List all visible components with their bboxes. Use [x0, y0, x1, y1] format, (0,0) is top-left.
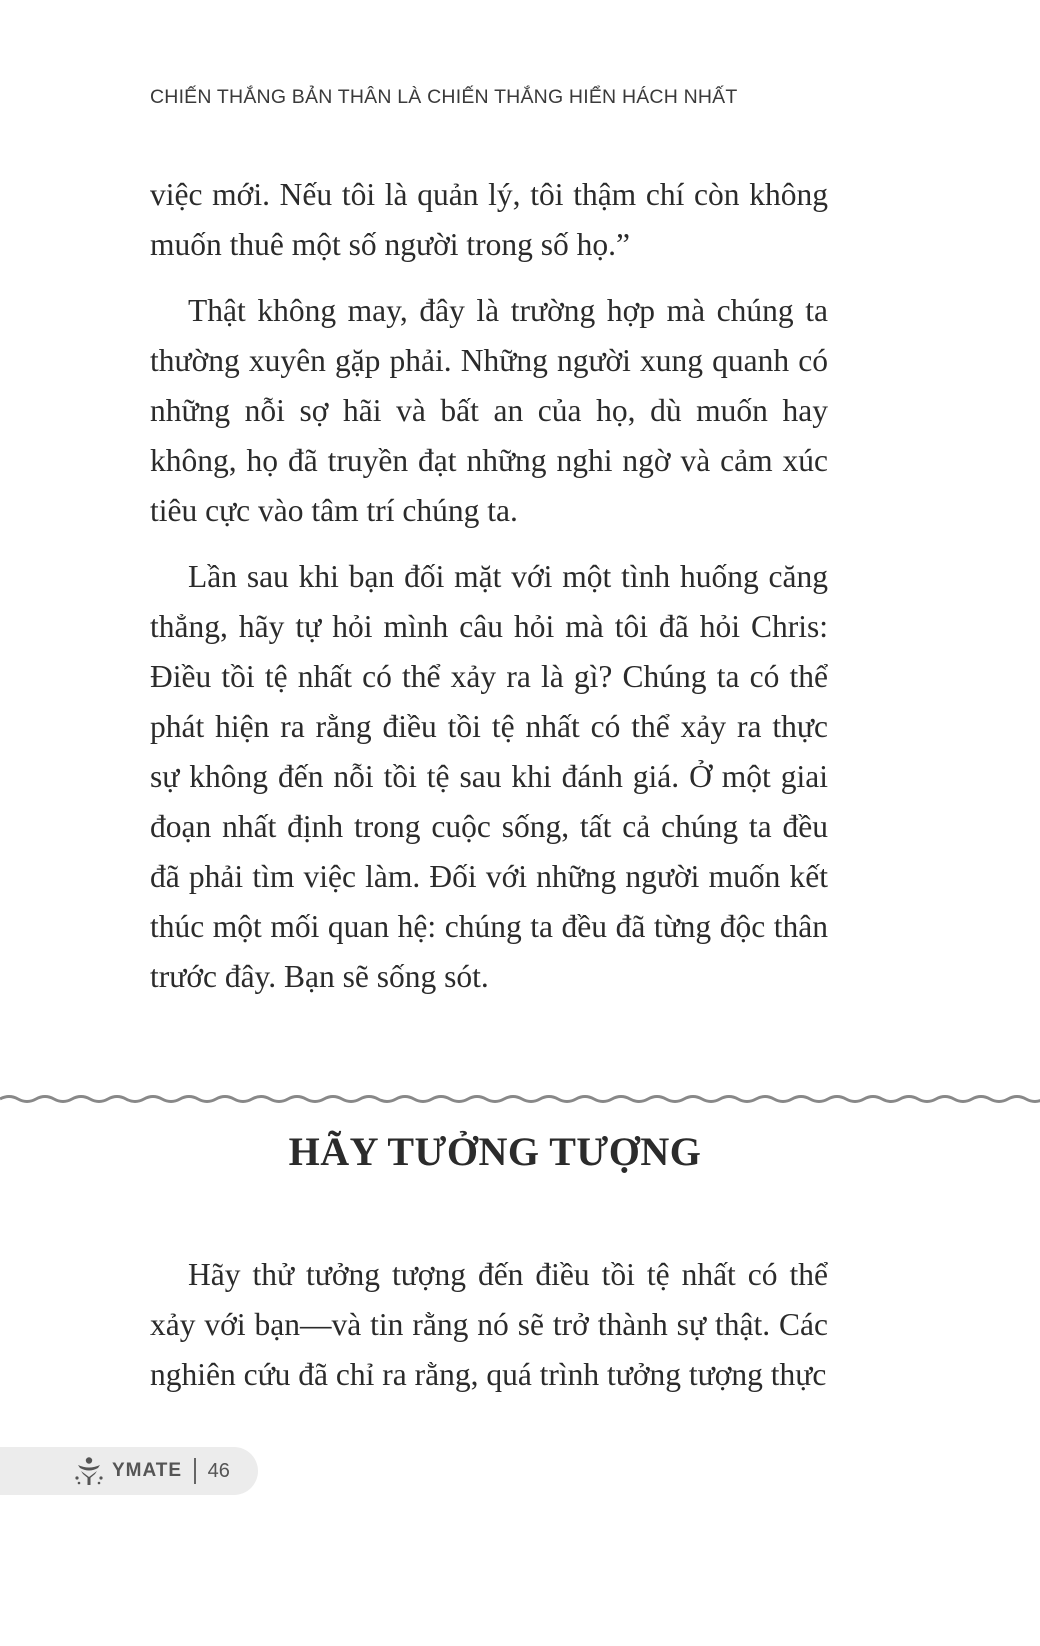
- footer-separator: [194, 1458, 196, 1484]
- body-text-bottom: [150, 1250, 828, 1400]
- footer-brand: YMATE: [112, 1460, 183, 1481]
- paragraph: Thật không may, đây là trường hợp mà chúng ta thường xuyên gặp phải. Những người xung quanh có những nỗi sợ hãi và bất an của họ, dù muốn hay không, họ đã truyền đạt những nghi ngờ và cảm xúc tiêu cực vào tâm trí chúng ta.: [150, 293, 828, 528]
- section-heading: HÃY TƯỞNG TƯỢNG: [288, 1129, 702, 1174]
- running-header: CHIẾN THẮNG BẢN THÂN LÀ CHIẾN THẮNG HIỂN HÁCH NHẤT: [150, 86, 738, 108]
- paragraph-continuation: việc mới. Nếu tôi là quản lý, tôi thậm chí còn không muốn thuê một số người trong số họ.”: [150, 177, 828, 262]
- paragraph: Hãy thử tưởng tượng đến điều tồi tệ nhất có thể xảy với bạn—và tin rằng nó sẽ trở thành sự thật. Các nghiên cứu đã chỉ ra rằng, quá trình tưởng tượng thực: [150, 1257, 828, 1392]
- wave-divider: [0, 1084, 1040, 1114]
- paragraph: Lần sau khi bạn đối mặt với một tình huống căng thẳng, hãy tự hỏi mình câu hỏi mà tôi đã hỏi Chris: Điều tồi tệ nhất có thể xảy ra là gì? Chúng ta có thể phát hiện ra rằng điều tồi tệ nhất có thể xảy ra thực sự không đến nỗi tồi tệ sau khi đánh giá. Ở một giai đoạn nhất định trong cuộc sống, tất cả chúng ta đều đã phải tìm việc làm. Đối với những người muốn kết thúc một mối quan hệ: chúng ta đều đã từng độc thân trước đây. Bạn sẽ sống sót.: [150, 559, 828, 994]
- body-text-top: [150, 170, 828, 1002]
- footer-page-badge: [0, 1447, 258, 1495]
- ymate-logo-icon: [74, 1456, 104, 1486]
- page-number: 46: [207, 1459, 230, 1482]
